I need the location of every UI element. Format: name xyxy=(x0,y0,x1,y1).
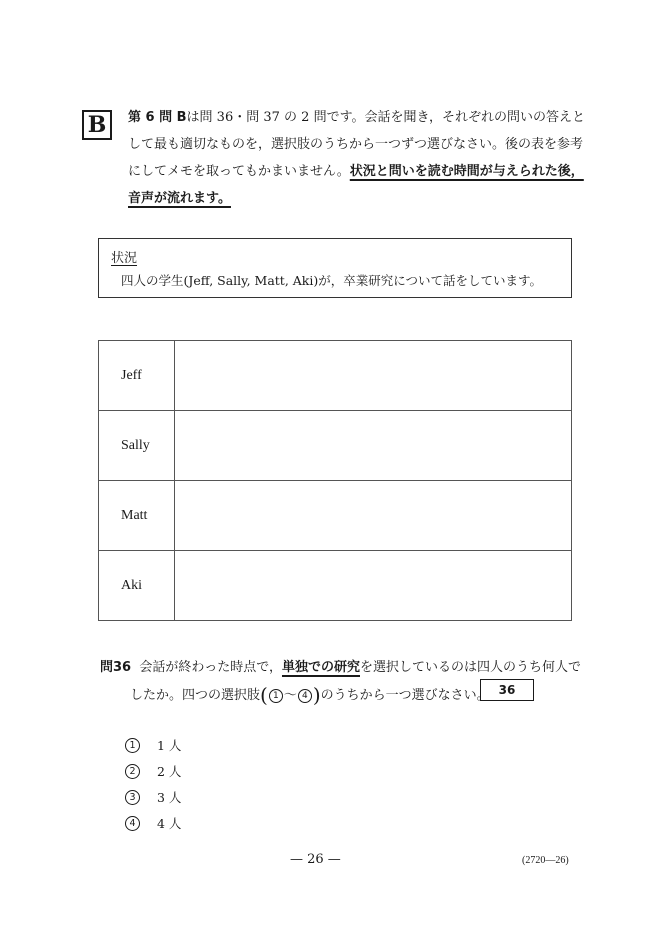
choice-text: 1 人 xyxy=(157,738,182,753)
section-badge: B xyxy=(82,110,112,140)
notes-table xyxy=(98,340,572,621)
question-line-2 xyxy=(130,683,490,707)
intro-line-1 xyxy=(128,104,586,131)
circled-number-icon: 3 xyxy=(125,790,140,805)
row-name-sally: Sally xyxy=(99,411,175,481)
notes-cell-sally[interactable] xyxy=(175,411,572,481)
circled-number-icon: 1 xyxy=(125,738,140,753)
table-row xyxy=(99,481,572,551)
question-text-1a: 会話が終わった時点で， xyxy=(139,660,282,675)
circled-number-icon: 2 xyxy=(125,764,140,779)
table-row xyxy=(99,551,572,621)
close-paren-icon: ) xyxy=(312,683,321,707)
notes-cell-jeff[interactable] xyxy=(175,341,572,411)
page-code: (2720—26) xyxy=(522,855,569,866)
intro-line-4 xyxy=(128,185,578,212)
choice-text: 3 人 xyxy=(157,790,182,805)
situation-label: 状況 xyxy=(111,251,138,266)
situation-text: 四人の学生(Jeff, Sally, Matt, Aki)が，卒業研究について話をしています。 xyxy=(121,273,542,288)
notes-cell-matt[interactable] xyxy=(175,481,572,551)
table-row xyxy=(99,411,572,481)
choice-text: 4 人 xyxy=(157,816,182,831)
choice-text: 2 人 xyxy=(157,764,182,779)
intro-emphasis-2: 音声が流れます。 xyxy=(128,191,231,206)
question-label: 問36 xyxy=(100,660,132,675)
intro-line-2: して最も適切なものを，選択肢のうちから一つずつ選びなさい。後の表を参考 xyxy=(128,137,584,152)
intro-line-1-text: は問 36・問 37 の 2 問です。会話を聞き，それぞれの問いの答えと xyxy=(186,110,586,125)
choice-1[interactable] xyxy=(124,736,181,754)
question-text-2b: のうちから一つ選びなさい。 xyxy=(320,688,490,703)
answer-box[interactable]: 36 xyxy=(480,679,534,701)
choice-3[interactable] xyxy=(124,788,181,806)
question-text-1c: を選択しているのは四人のうち何人で xyxy=(360,660,582,675)
intro-emphasis: 状況と問いを読む時間が与えられた後， xyxy=(349,164,584,179)
row-name-jeff: Jeff xyxy=(99,341,175,411)
choice-2[interactable] xyxy=(124,762,181,780)
circled-number-icon: 4 xyxy=(125,816,140,831)
row-name-aki: Aki xyxy=(99,551,175,621)
choice-4[interactable] xyxy=(124,814,181,832)
intro-line-3 xyxy=(128,158,584,185)
circled-number-icon: 1 xyxy=(269,689,283,703)
page-number: — 26 — xyxy=(290,852,341,867)
notes-cell-aki[interactable] xyxy=(175,551,572,621)
question-emphasis: 単独での研究 xyxy=(281,660,360,675)
table-row xyxy=(99,341,572,411)
row-name-matt: Matt xyxy=(99,481,175,551)
question-line-1 xyxy=(100,656,581,675)
open-paren-icon: ( xyxy=(260,683,268,707)
range-separator: 〜 xyxy=(283,688,297,703)
intro-question-ref: 第 6 問 B xyxy=(128,110,187,125)
question-text-2a: したか。四つの選択肢 xyxy=(130,688,261,703)
intro-line-3-text: にしてメモを取ってもかまいません。 xyxy=(128,164,350,179)
situation-box xyxy=(98,238,572,298)
circled-number-icon: 4 xyxy=(298,689,312,703)
